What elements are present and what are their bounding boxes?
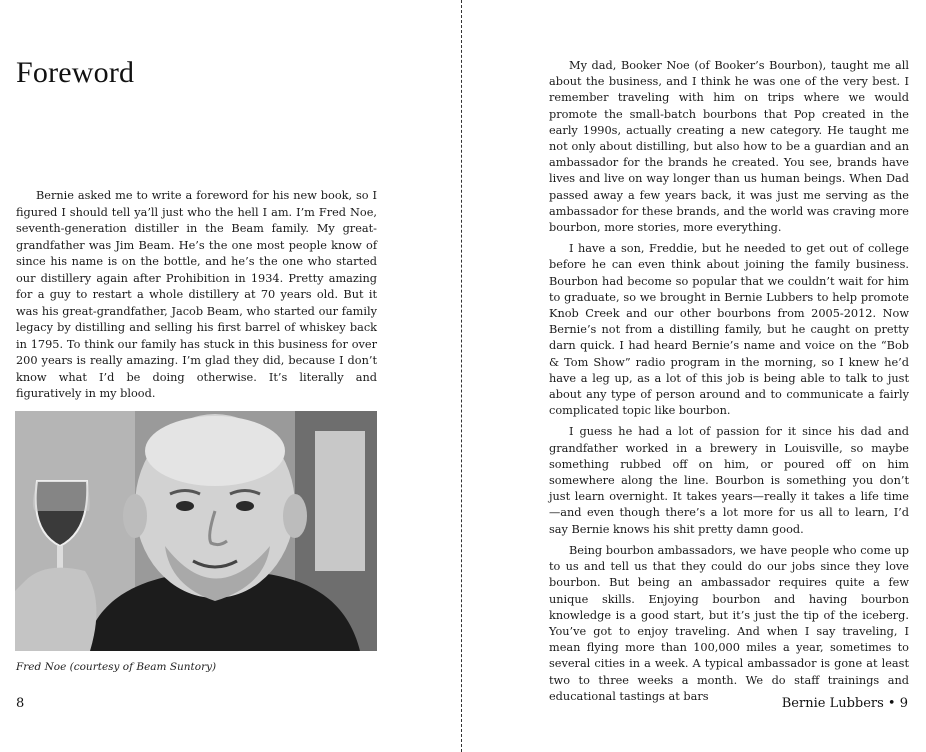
photo-caption: Fred Noe (courtesy of Beam Suntory) (16, 661, 217, 673)
foreword-paragraph: Bernie asked me to write a foreword for his new book, so I figured I should tell ya’ll just who the hell I am. I’m Fred Noe, seventh-generation distiller in the Beam family. My great-grandfather was Jim Beam. He’s the one most people know of since his name is on the bottle, and he’s the one who started our distillery again after Prohibition in 1934. Pretty amazing for a guy to restart a whole distillery at 70 years old. But it was his great-grandfather, Jacob Beam, who started our family legacy by distilling and selling his first barrel of whiskey back in 1795. To think our family has stuck in this business for over 200 years is really amazing. I’m glad they did, because I don’t know what I’d be doing otherwise. It’s literally and figuratively in my blood. (16, 189, 377, 400)
paragraph-2: I have a son, Freddie, but he needed to get out of college before he can even think about joining the family business. Bourbon had become so popular that we couldn’t wait for him to graduate, so we brought in Bernie Lubbers to help promote Knob Creek and our other bourbons from 2005-2012. Now Bernie’s not from a distilling family, but he caught on pretty darn quick. I had heard Bernie’s name and voice on the “Bob & Tom Show” radio program in the morning, so I knew he’d have a leg up, as a lot of this job is being able to talk to just about any type of person around and to communicate a fairly complicated topic like bourbon. (549, 242, 909, 418)
chapter-title: Foreword (16, 56, 135, 89)
page-number-left: 8 (16, 696, 25, 711)
right-page (463, 0, 926, 752)
page-divider (461, 0, 462, 752)
author-photo (15, 411, 377, 651)
paragraph-1: My dad, Booker Noe (of Booker’s Bourbon), taught me all about the business, and I think he was one of the very best. I remember traveling with him on trips where we would promote the small-batch bourbons that Pop created in the early 1990s, actually creating a new category. He taught me not only about distilling, but also how to be a guardian and an ambassador for the brands he created. You see, brands have lives and live on way longer than us human beings. When Dad passed away a few years back, it was just me serving as the ambassador for these brands, and the world was craving more bourbon, more stories, more everything. (549, 59, 909, 235)
paragraph-4: Being bourbon ambassadors, we have people who come up to us and tell us that they could do our jobs since they love bourbon. But being an ambassador requires quite a few unique skills. Enjoying bourbon and having bourbon knowledge is a good start, but it’s just the tip of the iceberg. You’ve got to enjoy traveling. And when I say traveling, I mean flying more than 100,000 miles a year, sometimes to several cities in a week. A typical ambassador is gone at least two to three weeks a month. We do staff trainings and educational tastings at bars (549, 543, 909, 703)
running-footer: Bernie Lubbers • 9 (781, 696, 908, 711)
right-column (549, 58, 909, 710)
left-page (0, 0, 462, 752)
paragraph-3: I guess he had a lot of passion for it since his dad and grandfather worked in a brewery in Louisville, so maybe something rubbed off on him, or poured off on him somewhere along the line. Bourbon is something you don’t just learn overnight. It takes years—really it takes a life time—and even though there’s a lot more for us all to learn, I’d say Bernie knows his shit pretty damn good. (549, 425, 909, 536)
